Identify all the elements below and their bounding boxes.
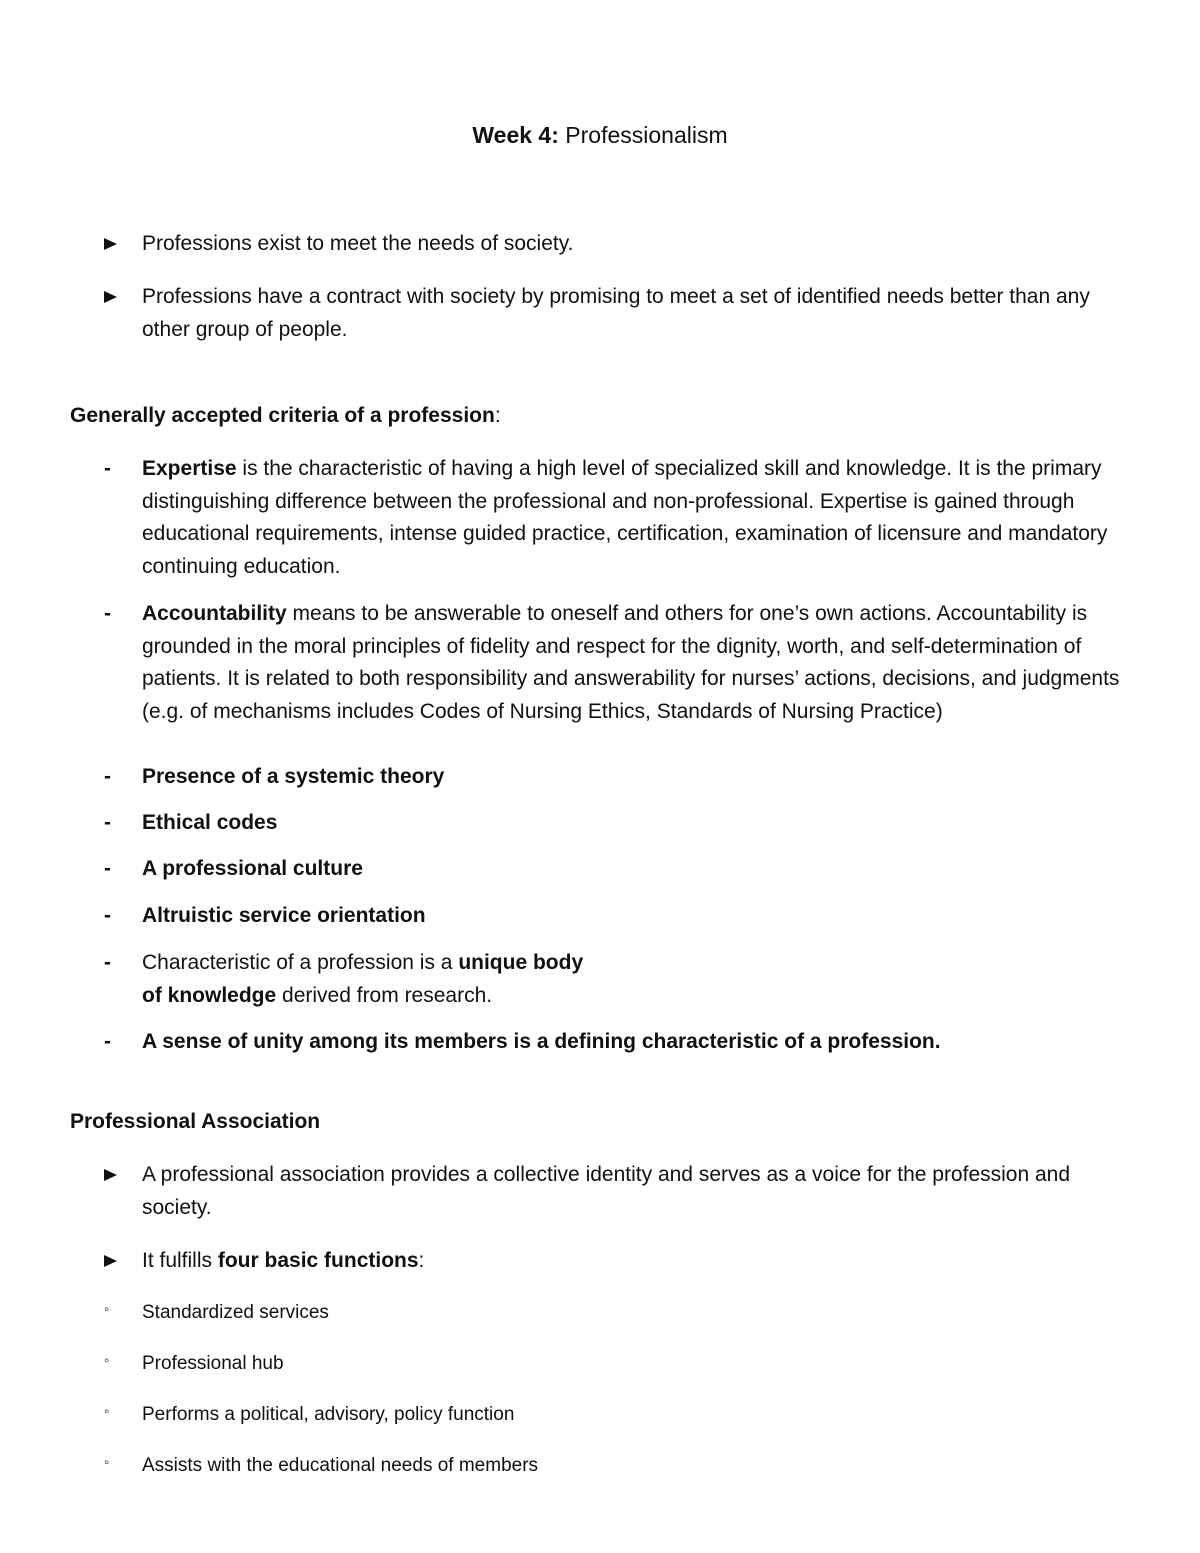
dash-bullet-icon: - (104, 857, 111, 880)
dash-bullet-icon: - (104, 765, 111, 788)
triangle-bullet-icon (104, 281, 117, 314)
title-week: Week 4: (472, 122, 559, 148)
circle-bullet-icon: ◦ (104, 1454, 110, 1471)
criterion-item: - Ethical codes (70, 807, 1130, 840)
criteria-heading: Generally accepted criteria of a profession: (70, 404, 501, 427)
criterion-item: - Presence of a systemic theory (70, 761, 1130, 794)
association-bullet: A professional association provides a collective identity and serves as a voice for the profession and society. (70, 1159, 1130, 1224)
function-item: ◦ Assists with the educational needs of members (70, 1451, 1130, 1480)
triangle-bullet-icon (104, 1245, 117, 1278)
criterion-accountability: - Accountability means to be answerable to oneself and others for one’s own actions. Accountability is grounded in the moral principles of fidelity and respect for the dignity, worth, and self-determination of patients. It is related to both responsibility and answerability for nurses’ actions, decisions, and judgments (e.g. of mechanisms includes Codes of Nursing Ethics, Standards of Nursing Practice) (70, 598, 1130, 728)
criterion-unity: - A sense of unity among its members is a defining characteristic of a profession. (70, 1026, 1130, 1059)
criterion-item: - A professional culture (70, 853, 1130, 886)
title-topic: Professionalism (558, 122, 728, 148)
intro-bullet: Professions have a contract with society by promising to meet a set of identified needs better than any other group of people. (70, 281, 1130, 346)
intro-bullet: Professions exist to meet the needs of society. (70, 228, 1130, 261)
criterion-expertise: - Expertise is the characteristic of having a high level of specialized skill and knowledge. It is the primary distinguishing difference between the professional and non-professional. Expertise is gained through educational requirements, intense guided practice, certification, examination of licensure and mandatory continuing education. (70, 453, 1130, 583)
function-item: ◦ Professional hub (70, 1349, 1130, 1378)
association-bullet: It fulfills four basic functions: (70, 1245, 1130, 1278)
page-title (0, 118, 1200, 154)
circle-bullet-icon: ◦ (104, 1301, 110, 1318)
circle-bullet-icon: ◦ (104, 1352, 110, 1369)
dash-bullet-icon: - (104, 811, 111, 834)
dash-bullet-icon: - (104, 1030, 111, 1053)
criterion-knowledge: - Characteristic of a profession is a unique body of knowledge derived from research. (70, 947, 600, 1012)
criterion-item: - Altruistic service orientation (70, 900, 1130, 933)
dash-bullet-icon: - (104, 904, 111, 927)
dash-bullet-icon: - (104, 457, 111, 480)
function-item: ◦ Standardized services (70, 1298, 1130, 1327)
dash-bullet-icon: - (104, 951, 111, 974)
dash-bullet-icon: - (104, 602, 111, 625)
function-item: ◦ Performs a political, advisory, policy function (70, 1400, 1130, 1429)
triangle-bullet-icon (104, 228, 117, 261)
triangle-bullet-icon (104, 1159, 117, 1192)
circle-bullet-icon: ◦ (104, 1403, 110, 1420)
association-heading: Professional Association (70, 1110, 321, 1133)
